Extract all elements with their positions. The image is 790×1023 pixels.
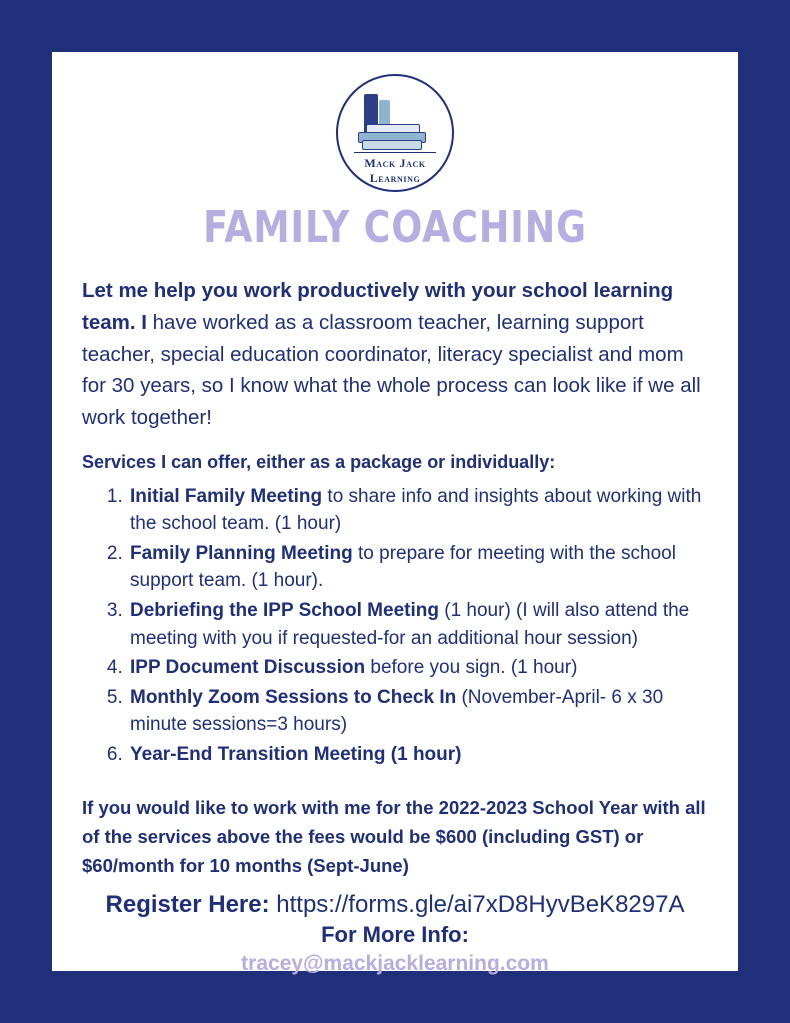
intro-bold-text: Let me help you work productively with your school learning team. I (82, 279, 674, 334)
service-detail: (November-April- 6 x 30 minute sessions=3 hours) (130, 686, 664, 736)
stacked-books-icon (336, 74, 454, 192)
pricing-paragraph: If you would like to work with me for the 2022-2023 School Year with all of the services above the fees would be $600 (including GST) or $60/month for 10 months (Sept-June) (82, 797, 706, 876)
intro-paragraph (82, 275, 708, 434)
page-title: FAMILY COACHING (203, 202, 587, 253)
services-list (82, 483, 708, 768)
service-detail: (1 hour) (I will also attend the meeting with you if requested-for an additional hour session) (130, 600, 690, 649)
service-title: Initial Family Meeting (130, 485, 323, 507)
contact-email[interactable]: tracey@mackjacklearning.com (241, 952, 549, 976)
service-detail: to prepare for meeting with the school support team. (1 hour). (130, 542, 676, 592)
register-line (82, 890, 708, 920)
list-item (128, 741, 708, 769)
services-lead: Services I can offer, either as a package or individually: (82, 451, 556, 472)
register-url[interactable]: https://forms.gle/ai7xD8HyvBeK8297A (276, 891, 685, 919)
service-title: Year-End Transition Meeting (1 hour) (130, 743, 462, 765)
service-detail: before you sign. (1 hour) (365, 657, 578, 679)
logo-container (82, 74, 708, 192)
list-item (128, 597, 708, 652)
book-shape (362, 140, 422, 150)
service-detail: to share info and insights about working with the school team. (1 hour) (130, 485, 702, 535)
list-item (128, 483, 708, 538)
service-title: Debriefing the IPP School Meeting (130, 600, 439, 622)
register-label: Register Here: (105, 891, 270, 919)
list-item (128, 684, 708, 739)
service-title: IPP Document Discussion (130, 657, 366, 679)
books-graphic (338, 90, 452, 146)
service-title: Monthly Zoom Sessions to Check In (130, 686, 457, 708)
service-title: Family Planning Meeting (130, 542, 353, 564)
logo-divider (354, 152, 436, 153)
intro-rest-text: have worked as a classroom teacher, learning support teacher, special education coordinator, literacy specialist and mom for 30 years, so I know what the whole process can look like if we all work together! (82, 310, 701, 430)
list-item (128, 654, 708, 682)
flyer-page (52, 52, 738, 976)
brand-name: Mack Jack Learning (364, 156, 426, 185)
more-info-label: For More Info: (321, 922, 469, 948)
list-item (128, 540, 708, 595)
